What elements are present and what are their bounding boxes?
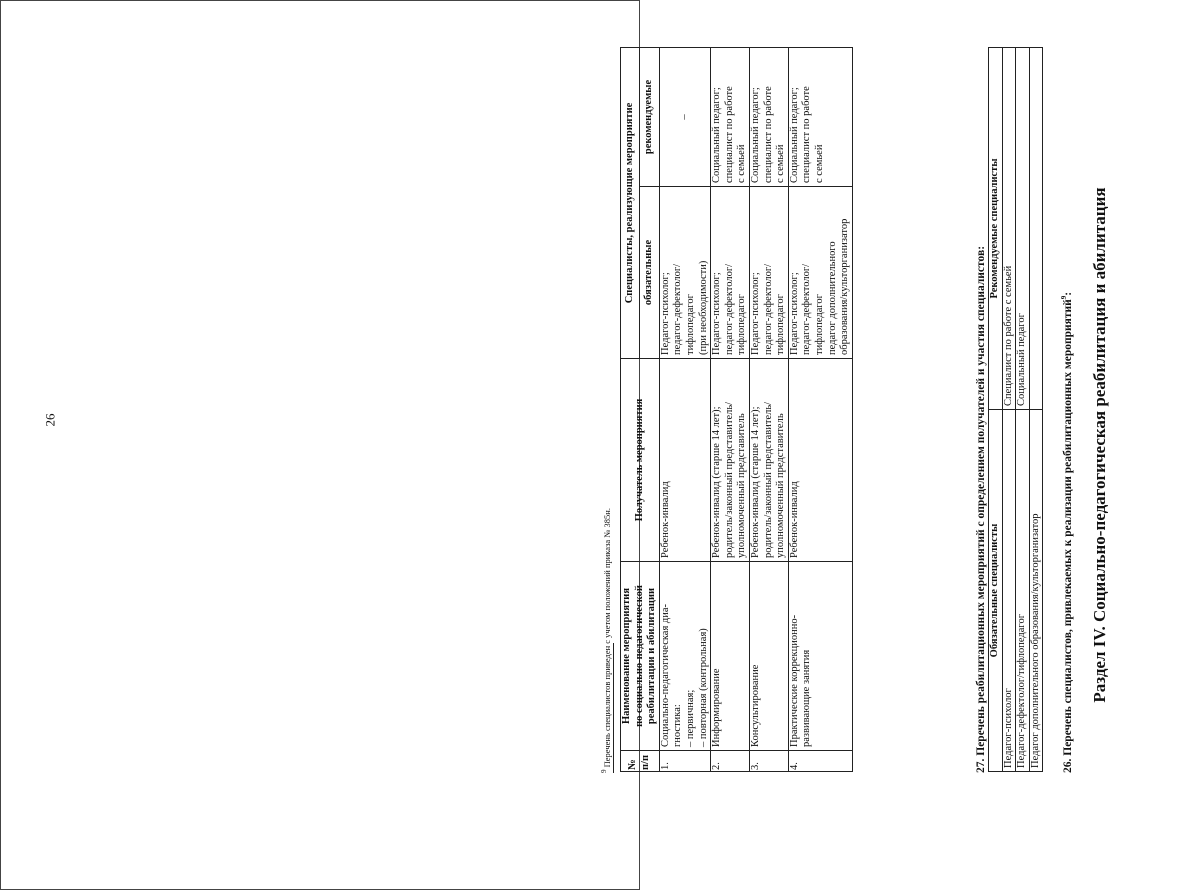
table-row — [1029, 48, 1043, 772]
cell-line: Практические коррекционно- — [788, 614, 800, 747]
table-row — [1002, 48, 1016, 772]
cell-line: тифлопедагог — [813, 294, 825, 355]
row-num: 3. — [749, 751, 788, 772]
cell-line: Ребенок-инвалид — [788, 481, 800, 558]
col-num — [621, 751, 660, 772]
row-num: 1. — [659, 751, 710, 772]
section27-heading: 27. Перечень реабилитационных мероприятий с определением получателей и участия специалистов: — [975, 245, 987, 773]
footnote-ref: 9 — [1060, 295, 1068, 300]
cell-line: Педагог-психолог; — [788, 272, 800, 355]
col-required-specialists: Обязательные специалисты — [989, 410, 1003, 772]
row-required — [749, 187, 788, 359]
col-recipient: Получатель мероприятия — [621, 359, 660, 562]
row-activity-name — [788, 562, 852, 751]
table-header-row — [621, 48, 640, 772]
cell-line: Информирование — [711, 668, 723, 747]
row-recommended — [711, 48, 750, 187]
section26-heading — [1060, 292, 1074, 773]
cell-line: специалист по работе — [762, 86, 774, 183]
cell-line: уполномоченный представитель — [775, 413, 787, 558]
table-row — [659, 48, 710, 772]
row-recommended — [788, 48, 852, 187]
header-line: реабилитации и абилитации — [646, 587, 658, 725]
cell-line: Ребенок-инвалид (старше 14 лет); — [749, 406, 761, 558]
row-activity-name — [749, 562, 788, 751]
cell-line: специалист по работе — [723, 86, 735, 183]
cell-line: родитель/законный представитель/ — [762, 401, 774, 558]
row-recipient — [749, 359, 788, 562]
cell-line: тифлопедагог — [684, 294, 696, 355]
cell-line: с семьей — [813, 144, 825, 183]
col-activity-name — [621, 562, 660, 751]
row-recommended — [659, 48, 710, 187]
header-line: по социально-педагогической — [633, 585, 645, 727]
section26-heading-text: 26. Перечень специалистов, привлекаемых к реализации реабилитационных мероприятий — [1061, 299, 1074, 773]
cell-line: Социально-педагогическая диа- — [659, 603, 671, 747]
recommended-specialist — [1029, 48, 1043, 410]
cell-line: Социальный педагог; — [711, 87, 723, 183]
footnote-mark: 9 — [600, 769, 608, 773]
cell-line: Консультирование — [749, 664, 761, 747]
cell-line: с семьей — [775, 144, 787, 183]
cell-line: Педагог-психолог; — [711, 272, 723, 355]
cell-line: педагог-дефектолог/ — [801, 263, 813, 355]
cell-line: Социальный педагог; — [749, 87, 761, 183]
row-recipient — [711, 359, 750, 562]
required-specialist: Педагог дополнительного образования/культорганизатор — [1029, 410, 1043, 772]
col-specialists: Специалисты, реализующие мероприятие — [621, 48, 640, 359]
cell-line: Социальный педагог; — [788, 87, 800, 183]
row-required — [711, 187, 750, 359]
table-row — [749, 48, 788, 772]
cell-line: Педагог-психолог; — [659, 272, 671, 355]
col-recommended: рекомендуемые — [640, 48, 659, 187]
cell-line: Ребенок-инвалид — [659, 481, 671, 558]
header-line: № — [627, 759, 639, 770]
cell-line: гностика: — [672, 704, 684, 747]
activities-table — [620, 47, 853, 772]
cell-line: с семьей — [736, 144, 748, 183]
cell-line: педагог-дефектолог/ — [672, 263, 684, 355]
section26-heading-end: : — [1061, 291, 1074, 296]
section-title: Раздел IV. Социально-педагогическая реабилитация и абилитация — [1090, 187, 1109, 703]
required-specialist: Педагог-дефектолог/тифлопедагог — [1016, 410, 1030, 772]
cell-line: родитель/законный представитель/ — [723, 401, 735, 558]
page-number: 26 — [42, 413, 58, 427]
cell-line: – — [678, 114, 690, 120]
cell-line: педагог дополнительного — [826, 241, 838, 355]
cell-line: уполномоченный представитель — [736, 413, 748, 558]
cell-line: тифлопедагог — [775, 294, 787, 355]
cell-line: образования/культорганизатор — [839, 218, 851, 355]
table-row — [1016, 48, 1030, 772]
recommended-specialist: Специалист по работе с семьей — [1002, 48, 1016, 410]
cell-line: педагог-дефектолог/ — [762, 263, 774, 355]
row-recipient — [788, 359, 852, 562]
footnote — [600, 508, 612, 773]
row-activity-name — [659, 562, 710, 751]
col-recommended-specialists: Рекомендуемые специалисты — [989, 48, 1003, 410]
cell-line: Педагог-психолог; — [749, 272, 761, 355]
table-header-row — [989, 48, 1003, 772]
cell-line: Ребенок-инвалид (старше 14 лет); — [711, 406, 723, 558]
recommended-specialist: Социальный педагог — [1016, 48, 1030, 410]
cell-line: педагог-дефектолог/ — [723, 263, 735, 355]
row-activity-name — [711, 562, 750, 751]
row-recommended — [749, 48, 788, 187]
footnote-text: Перечень специалистов приведен с учетом положений приказа № 385н. — [601, 508, 612, 768]
cell-line: – повторная (контрольная) — [697, 628, 709, 747]
row-num: 2. — [711, 751, 750, 772]
header-line: п/п — [639, 754, 651, 770]
cell-line: (при необходимости) — [697, 260, 709, 355]
rotated-content — [590, 25, 1180, 865]
specialists-table — [988, 47, 1043, 772]
cell-line: развивающие занятия — [801, 649, 813, 747]
table-row — [711, 48, 750, 772]
row-recipient — [659, 359, 710, 562]
cell-line: специалист по работе — [801, 86, 813, 183]
cell-line: – первичная; — [684, 689, 696, 747]
header-line: Наименование мероприятия — [621, 587, 632, 725]
row-required — [788, 187, 852, 359]
row-required — [659, 187, 710, 359]
table-row — [788, 48, 852, 772]
row-num: 4. — [788, 751, 852, 772]
footnote-separator — [613, 643, 614, 773]
col-required: обязательные — [640, 187, 659, 359]
required-specialist: Педагог-психолог — [1002, 410, 1016, 772]
cell-line: тифлопедагог — [736, 294, 748, 355]
